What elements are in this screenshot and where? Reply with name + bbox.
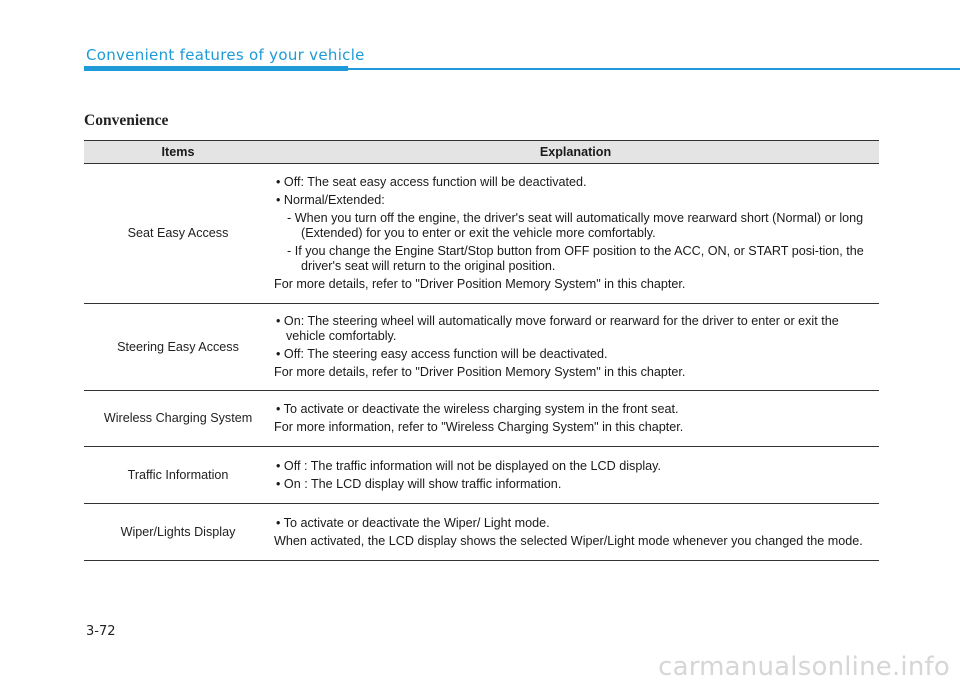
column-header-items: Items: [84, 141, 272, 164]
explanation-note: When activated, the LCD display shows the selected Wiper/Light mode whenever you changed the mode.: [274, 533, 863, 548]
watermark-text: carmanualsonline.info: [658, 652, 950, 682]
explanation-cell: [272, 504, 879, 561]
explanation-cell: [272, 304, 879, 391]
explanation-subline: - When you turn off the engine, the driver's seat will automatically move rearward short (Normal) or long (Extended) for you to enter or exit the vehicle more comfortably.: [287, 211, 864, 240]
explanation-note: For more information, refer to "Wireless Charging System" in this chapter.: [274, 420, 684, 434]
explanation-line: • Off: The seat easy access function will be deactivated.: [276, 175, 587, 189]
explanation-cell: [272, 391, 879, 447]
item-wiper-lights-display: Wiper/Lights Display: [84, 504, 272, 561]
explanation-line: • On : The LCD display will show traffic information.: [276, 476, 562, 491]
table-row: [84, 504, 879, 561]
explanation-note: For more details, refer to "Driver Position Memory System" in this chapter.: [274, 277, 686, 291]
explanation-subline: - If you change the Engine Start/Stop button from OFF position to the ACC, ON, or START posi-tion, the driver's seat will return to the original position.: [287, 244, 864, 273]
explanation-line: • To activate or deactivate the Wiper/ Light mode.: [276, 515, 550, 530]
table-row: [84, 391, 879, 447]
item-seat-easy-access: Seat Easy Access: [84, 164, 272, 304]
table-row: [84, 164, 879, 304]
explanation-line: • Off: The steering easy access function will be deactivated.: [276, 347, 608, 361]
explanation-line: • Off : The traffic information will not be displayed on the LCD display.: [276, 458, 661, 473]
convenience-table: [84, 140, 879, 561]
explanation-line: • Normal/Extended:: [276, 193, 385, 207]
explanation-cell: [272, 164, 879, 304]
section-heading: Convenience: [84, 112, 169, 129]
chapter-header-title: Convenient features of your vehicle: [86, 46, 365, 64]
item-wireless-charging-system: Wireless Charging System: [84, 391, 272, 447]
explanation-line: • To activate or deactivate the wireless charging system in the front seat.: [276, 402, 679, 416]
table-row: [84, 304, 879, 391]
table-header-row: [84, 141, 879, 164]
explanation-cell: [272, 447, 879, 504]
item-steering-easy-access: Steering Easy Access: [84, 304, 272, 391]
column-header-explanation: Explanation: [272, 141, 879, 164]
header-rule-line: [348, 68, 960, 70]
page-number: 3-72: [86, 624, 116, 639]
header-accent-bar: [84, 66, 348, 71]
explanation-note: For more details, refer to "Driver Position Memory System" in this chapter.: [274, 365, 686, 379]
item-traffic-information: Traffic Information: [84, 447, 272, 504]
explanation-line: • On: The steering wheel will automatically move forward or rearward for the driver to enter or exit the vehicle comfortably.: [276, 314, 839, 343]
table-row: [84, 447, 879, 504]
